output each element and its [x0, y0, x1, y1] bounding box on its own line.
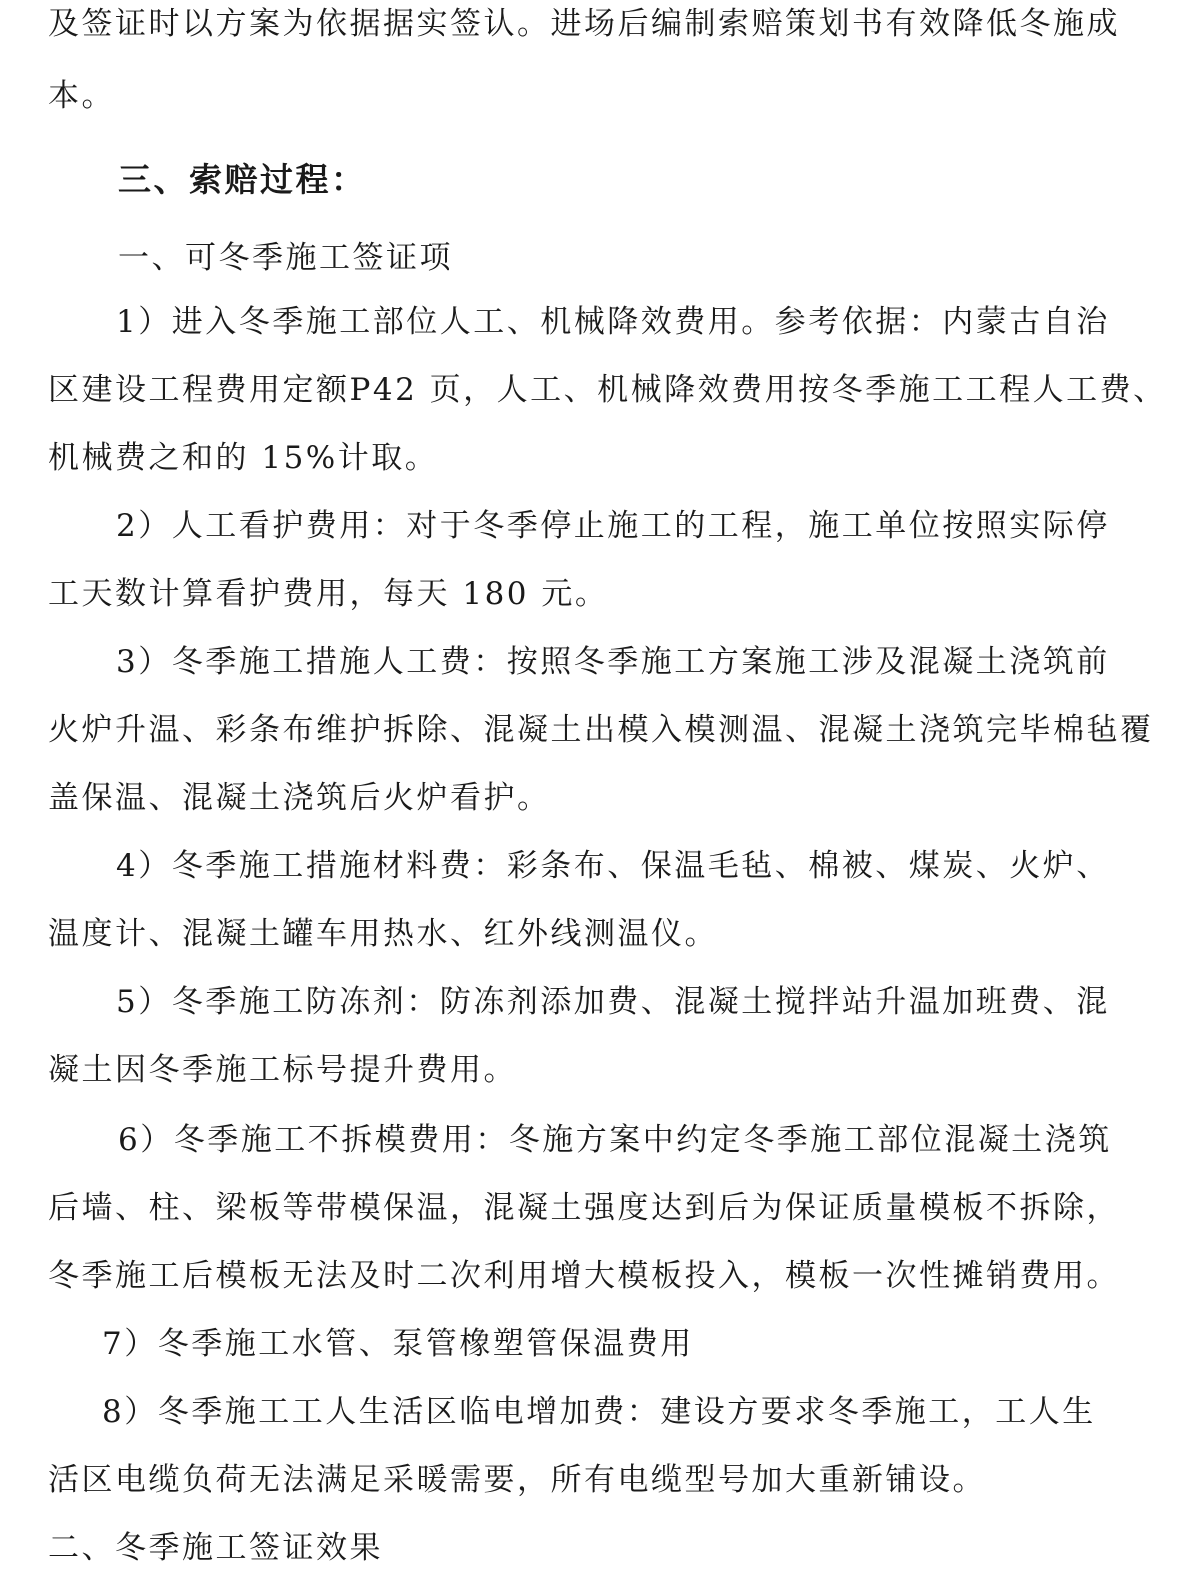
item-5-line-1: 5）冬季施工防冻剂：防冻剂添加费、混凝土搅拌站升温加班费、混: [116, 984, 1110, 1020]
item-3-line-2: 火炉升温、彩条布维护拆除、混凝土出模入模测温、混凝土浇筑完毕棉毡覆: [48, 712, 1154, 748]
item-6-line-3: 冬季施工后模板无法及时二次利用增大模板投入，模板一次性摊销费用。: [48, 1258, 1120, 1294]
item-8-line-2: 活区电缆负荷无法满足采暖需要，所有电缆型号加大重新铺设。: [48, 1462, 986, 1498]
item-3-line-3: 盖保温、混凝土浇筑后火炉看护。: [48, 780, 551, 816]
item-5-line-2: 凝土因冬季施工标号提升费用。: [48, 1052, 517, 1088]
item-6-line-2: 后墙、柱、梁板等带模保温，混凝土强度达到后为保证质量模板不拆除，: [48, 1190, 1120, 1226]
item-1-line-1: 1）进入冬季施工部位人工、机械降效费用。参考依据：内蒙古自治: [116, 304, 1110, 340]
subsection-title-2: 二、冬季施工签证效果: [48, 1530, 383, 1566]
item-8-line-1: 8）冬季施工工人生活区临电增加费：建设方要求冬季施工，工人生: [102, 1394, 1096, 1430]
subsection-title-1: 一、可冬季施工签证项: [118, 240, 453, 276]
item-7-line-1: 7）冬季施工水管、泵管橡塑管保温费用: [102, 1326, 694, 1362]
item-1-line-3: 机械费之和的 15%计取。: [48, 440, 439, 476]
item-4-line-1: 4）冬季施工措施材料费：彩条布、保温毛毡、棉被、煤炭、火炉、: [116, 848, 1110, 884]
item-2-line-1: 2）人工看护费用：对于冬季停止施工的工程，施工单位按照实际停: [116, 508, 1110, 544]
item-6-line-1: 6）冬季施工不拆模费用：冬施方案中约定冬季施工部位混凝土浇筑: [118, 1122, 1112, 1158]
item-4-line-2: 温度计、混凝土罐车用热水、红外线测温仪。: [48, 916, 718, 952]
item-2-line-2: 工天数计算看护费用，每天 180 元。: [48, 576, 609, 612]
intro-line-2: 本。: [48, 78, 115, 114]
item-1-line-2: 区建设工程费用定额P42 页，人工、机械降效费用按冬季施工工程人工费、: [48, 372, 1167, 408]
intro-line-1: 及签证时以方案为依据据实签认。进场后编制索赔策划书有效降低冬施成: [48, 6, 1120, 42]
item-3-line-1: 3）冬季施工措施人工费：按照冬季施工方案施工涉及混凝土浇筑前: [116, 644, 1110, 680]
section-heading: 三、索赔过程：: [118, 160, 367, 199]
